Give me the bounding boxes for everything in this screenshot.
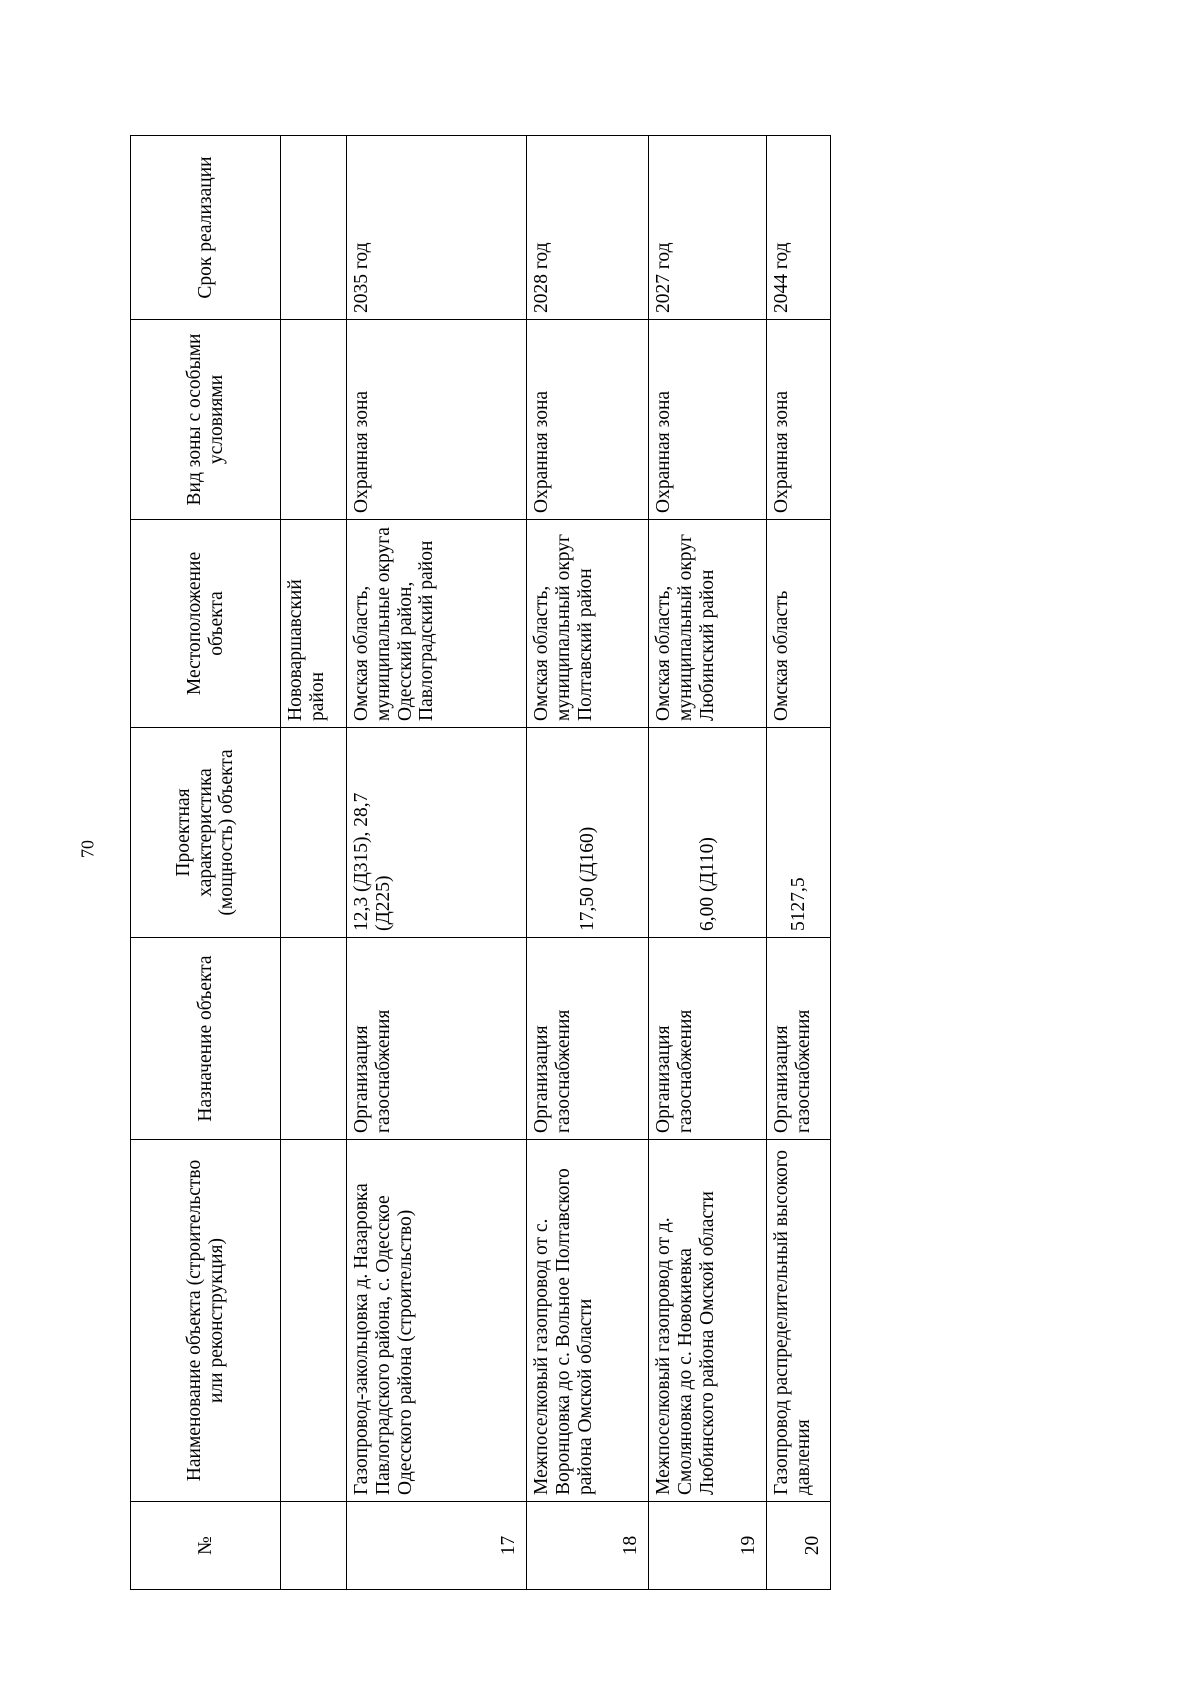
cell-number <box>281 1502 347 1590</box>
table-row <box>649 136 767 1590</box>
cell-name <box>281 1140 347 1502</box>
cell-location: Омская область <box>767 520 831 728</box>
header-name: Наименование объекта (строительство или реконструкция) <box>131 1140 281 1502</box>
cell-purpose <box>281 938 347 1140</box>
cell-name: Газопровод распределительный высокого давления <box>767 1140 831 1502</box>
cell-location: Нововаршавский район <box>281 520 347 728</box>
table-header-row <box>131 136 281 1590</box>
cell-number: 20 <box>767 1502 831 1590</box>
cell-location: Омская область, муниципальный округ Полтавский район <box>527 520 649 728</box>
cell-number: 17 <box>347 1502 527 1590</box>
header-capacity: Проектная характеристика (мощность) объекта <box>131 728 281 938</box>
cell-term <box>281 136 347 320</box>
cell-term: 2035 год <box>347 136 527 320</box>
cell-purpose: Организация газоснабжения <box>527 938 649 1140</box>
cell-name: Межпоселковый газопровод от д. Смоляновка до с. Новокиевка Любинского района Омской области <box>649 1140 767 1502</box>
header-number: № <box>131 1502 281 1590</box>
cell-location: Омская область, муниципальный округ Любинский район <box>649 520 767 728</box>
cell-term: 2044 год <box>767 136 831 320</box>
cell-purpose: Организация газоснабжения <box>767 938 831 1140</box>
page-number: 70 <box>77 840 98 858</box>
cell-zone <box>281 320 347 520</box>
cell-zone: Охранная зона <box>649 320 767 520</box>
cell-zone: Охранная зона <box>527 320 649 520</box>
header-zone: Вид зоны с особыми условиями <box>131 320 281 520</box>
table-row <box>767 136 831 1590</box>
cell-capacity <box>281 728 347 938</box>
header-location: Местоположение объекта <box>131 520 281 728</box>
cell-capacity: 17,50 (Д160) <box>527 728 649 938</box>
cell-capacity: 12,3 (Д315), 28,7 (Д225) <box>347 728 527 938</box>
cell-zone: Охранная зона <box>347 320 527 520</box>
cell-capacity: 5127,5 <box>767 728 831 938</box>
cell-purpose: Организация газоснабжения <box>649 938 767 1140</box>
cell-capacity: 6,00 (Д110) <box>649 728 767 938</box>
cell-term: 2027 год <box>649 136 767 320</box>
cell-purpose: Организация газоснабжения <box>347 938 527 1140</box>
cell-name: Межпоселковый газопровод от с. Воронцовка до с. Вольное Полтавского района Омской области <box>527 1140 649 1502</box>
cell-number: 19 <box>649 1502 767 1590</box>
table-row <box>527 136 649 1590</box>
cell-zone: Охранная зона <box>767 320 831 520</box>
cell-name: Газопровод-закольцовка д. Назаровка Павлоградского района, с. Одесское Одесского района (строительство) <box>347 1140 527 1502</box>
cell-location: Омская область, муниципальные округа Одесский район, Павлоградский район <box>347 520 527 728</box>
table-row <box>347 136 527 1590</box>
header-term: Срок реализации <box>131 136 281 320</box>
objects-table <box>130 135 831 1590</box>
header-purpose: Назначение объекта <box>131 938 281 1140</box>
cell-term: 2028 год <box>527 136 649 320</box>
cell-number: 18 <box>527 1502 649 1590</box>
table-row-continuation <box>281 136 347 1590</box>
rotated-page-content <box>130 136 830 1590</box>
